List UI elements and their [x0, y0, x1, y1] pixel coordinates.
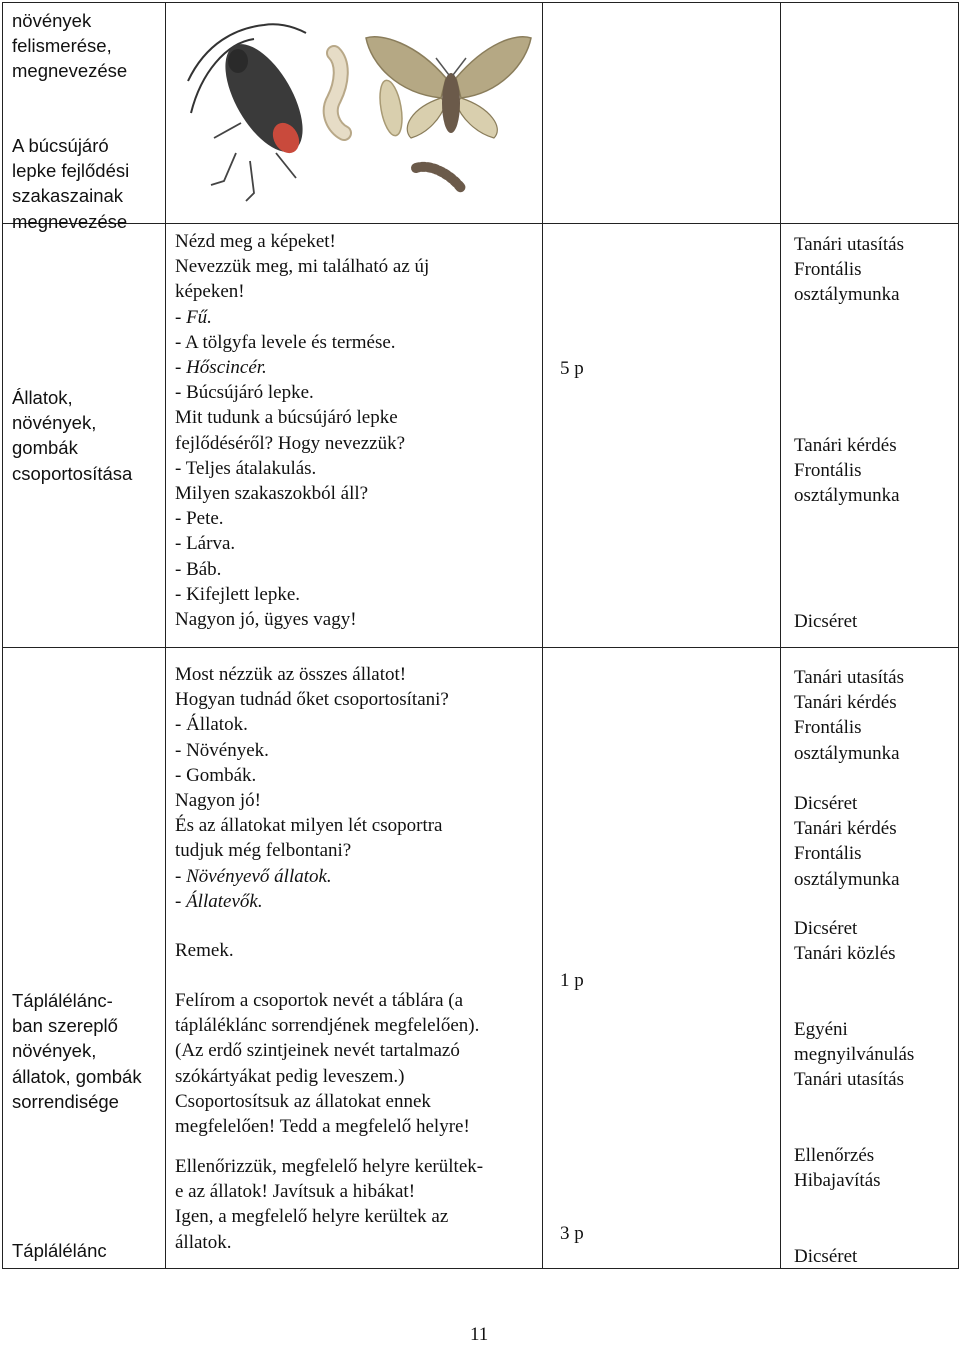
- cell-activity: [166, 224, 543, 648]
- pupa-icon: [376, 79, 405, 138]
- cell-activity: [166, 648, 543, 1269]
- duration-text: 1 p: [560, 970, 584, 991]
- topic-text: A búcsújáró lepke fejlődési szakaszainak megnevezése: [12, 135, 130, 232]
- topic-text: növények felismerése, megnevezése: [12, 10, 128, 82]
- table-row: [3, 648, 959, 1269]
- method-text: Tanári utasítás Tanári kérdés Frontális osztálymunka: [794, 667, 904, 764]
- page-number: 11: [470, 1324, 489, 1345]
- cell-time: [543, 224, 781, 648]
- cell-time: [543, 3, 781, 224]
- topic-text: Táplálélánc- ban szereplő növények, állatok, gombák sorrendisége: [12, 990, 142, 1112]
- activity-text: Most nézzük az összes állatot! Hogyan tudnád őket csoportosítani? - Állatok. - Növények. - Gombák. Nagyon jó! És az állatokat milyen lét csoportra tudjuk még felbontani? - Növényevő állatok. - Állatevők.: [175, 664, 449, 912]
- cell-method: [781, 224, 959, 648]
- duration-text: 5 p: [560, 358, 584, 379]
- topic-text: Táplálélánc: [12, 1240, 107, 1261]
- activity-text: Felírom a csoportok nevét a táblára (a tápláléklánc sorrendjének megfelelően). (Az erdő szintjeinek nevét tartalmazó szókártyákat pedig leveszem.) Csoportosítsuk az állatokat ennek megfelelően! Tedd a megfelelő helyre!: [175, 990, 480, 1138]
- insect-illustration: [166, 3, 543, 223]
- table-row: [3, 3, 959, 224]
- activity-text: Nézd meg a képeket! Nevezzük meg, mi található az új képeken! - Fű. - A tölgyfa levele és termése. - Hőscincér. - Búcsújáró lepke. Mit tudunk a búcsújáró lepke fejlődéséről? Hogy nevezzük? - Teljes átalakulás. Milyen szakaszokból áll? - Pete. - Lárva. - Báb. - Kifejlett lepke. Nagyon jó, ügyes vagy!: [175, 231, 430, 631]
- cell-topic: [3, 648, 166, 1269]
- cell-method: [781, 648, 959, 1269]
- cell-topic: [3, 135, 166, 648]
- method-text: Egyéni megnyilvánulás Tanári utasítás: [794, 1019, 915, 1091]
- method-text: Dicséret: [794, 611, 858, 632]
- method-text: Dicséret Tanári kérdés Frontális osztálymunka: [794, 793, 900, 890]
- activity-text: Ellenőrizzük, megfelelő helyre kerültek- e az állatok! Javítsuk a hibákat! Igen, a megfelelő helyre kerültek az állatok.: [175, 1156, 484, 1253]
- activity-text: Remek.: [175, 940, 234, 961]
- method-text: Tanári kérdés Frontális osztálymunka: [794, 435, 900, 507]
- larva-icon: [331, 53, 344, 133]
- longhorn-beetle-icon: [188, 24, 318, 201]
- method-text: Dicséret: [794, 1246, 858, 1267]
- lesson-plan-table: [2, 2, 959, 1269]
- table-row: [3, 224, 959, 648]
- topic-text: Állatok, növények, gombák csoportosítása: [12, 387, 133, 484]
- method-text: Dicséret Tanári közlés: [794, 918, 896, 965]
- caterpillar-icon: [416, 167, 461, 188]
- cell-method: [781, 3, 959, 224]
- cell-time: [543, 648, 781, 1269]
- duration-text: 3 p: [560, 1223, 584, 1244]
- method-text: Tanári utasítás Frontális osztálymunka: [794, 234, 904, 306]
- cell-illustration: [166, 3, 543, 224]
- method-text: Ellenőrzés Hibajavítás: [794, 1145, 881, 1192]
